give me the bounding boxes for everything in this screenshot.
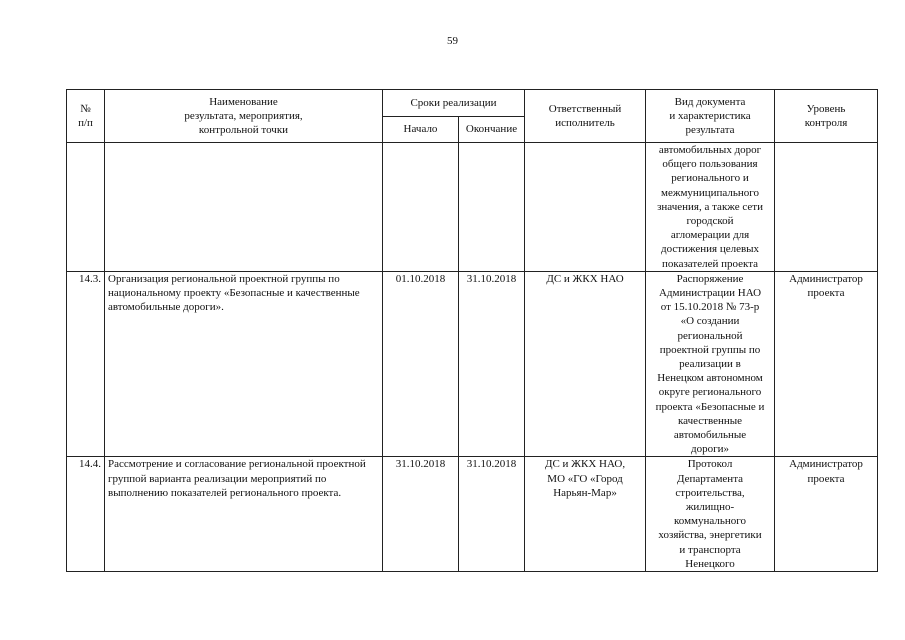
- cell-doc: Протокол Департамента строительства, жилищно- коммунального хозяйства, энергетики и транспорта Ненецкого: [646, 457, 775, 572]
- header-doc: Вид документа и характеристика результата: [646, 90, 775, 143]
- header-end: Окончание: [459, 117, 525, 143]
- cell-responsible: ДС и ЖКХ НАО, МО «ГО «Город Нарьян-Мар»: [525, 457, 646, 572]
- table-row: [67, 271, 878, 457]
- plan-table: [66, 89, 878, 572]
- cell-doc: Распоряжение Администрации НАО от 15.10.2018 № 73-р «О создании региональной проектной группы по реализации в Ненецком автономном округе регионального проекта «Безопасные и качественные автомобильные дороги»: [646, 271, 775, 457]
- cell-responsible: [525, 143, 646, 272]
- cell-num: [67, 143, 105, 272]
- cell-start: 31.10.2018: [383, 457, 459, 572]
- table-row: [67, 457, 878, 572]
- cell-level: Администратор проекта: [775, 271, 878, 457]
- table-row: [67, 143, 878, 272]
- header-terms: Сроки реализации: [383, 90, 525, 117]
- cell-start: 01.10.2018: [383, 271, 459, 457]
- header-responsible: Ответственный исполнитель: [525, 90, 646, 143]
- cell-level: [775, 143, 878, 272]
- header-start: Начало: [383, 117, 459, 143]
- cell-name: Организация региональной проектной группы по национальному проекту «Безопасные и качественные автомобильные дороги».: [105, 271, 383, 457]
- cell-end: 31.10.2018: [459, 271, 525, 457]
- cell-end: 31.10.2018: [459, 457, 525, 572]
- cell-name: [105, 143, 383, 272]
- cell-responsible: ДС и ЖКХ НАО: [525, 271, 646, 457]
- cell-doc: автомобильных дорог общего пользования регионального и межмуниципального значения, а также сети городской агломерации для достижения целевых показателей проекта: [646, 143, 775, 272]
- header-num: № п/п: [67, 90, 105, 143]
- cell-end: [459, 143, 525, 272]
- cell-name: Рассмотрение и согласование региональной проектной группой варианта реализации мероприятий по выполнению показателей регионального проекта.: [105, 457, 383, 572]
- page-number: 59: [447, 35, 458, 47]
- cell-num: 14.3.: [67, 271, 105, 457]
- header-name: Наименование результата, мероприятия, контрольной точки: [105, 90, 383, 143]
- cell-num: 14.4.: [67, 457, 105, 572]
- cell-level: Администратор проекта: [775, 457, 878, 572]
- cell-start: [383, 143, 459, 272]
- header-level: Уровень контроля: [775, 90, 878, 143]
